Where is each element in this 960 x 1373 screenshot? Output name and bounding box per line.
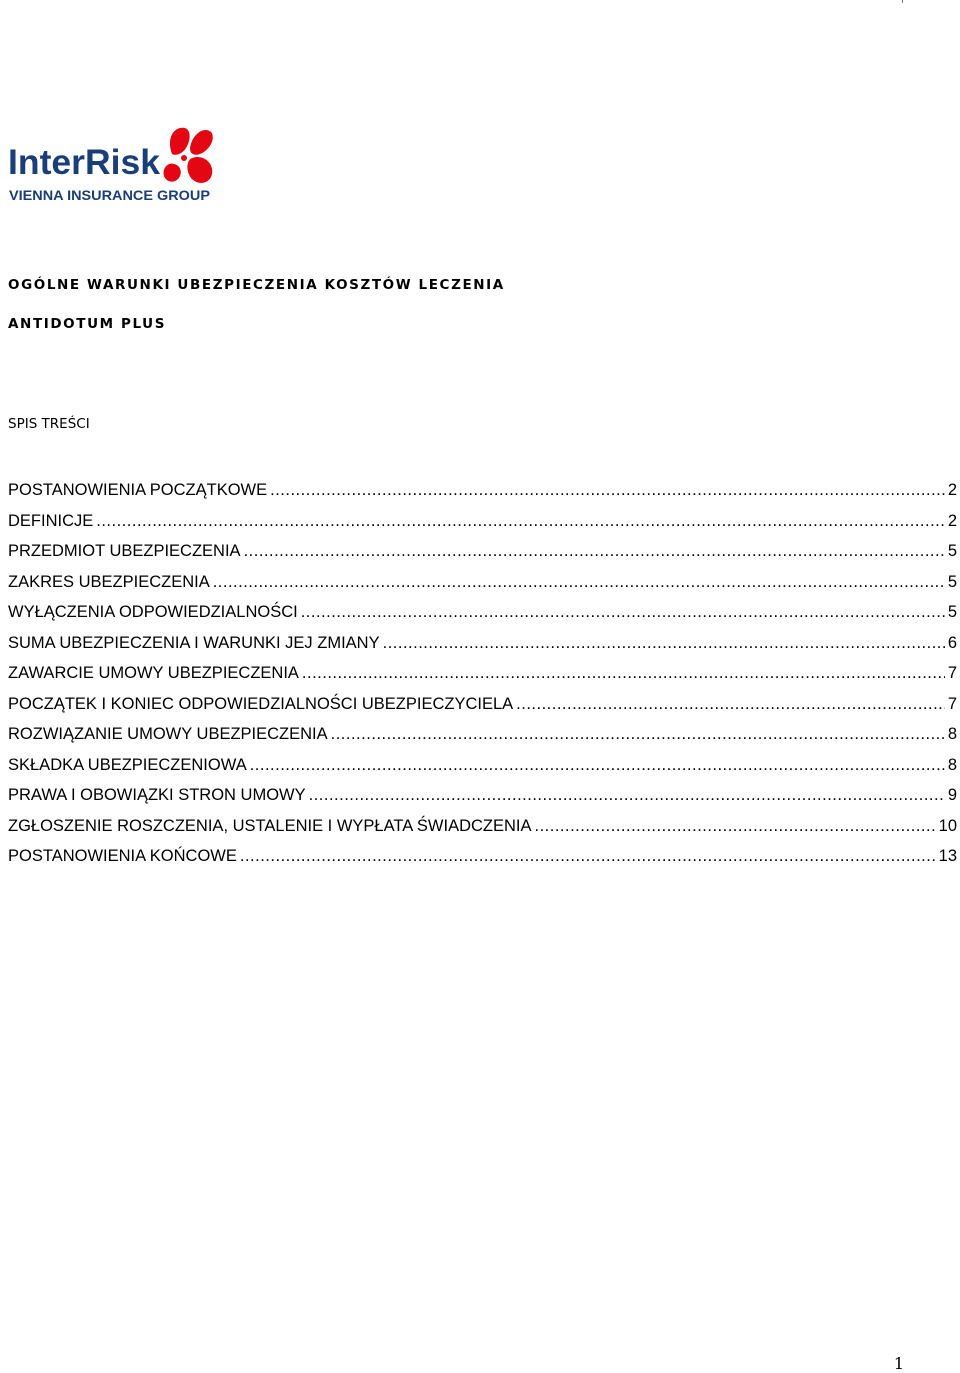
toc-entry-label: SKŁADKA UBEZPIECZENIOWA (8, 755, 247, 774)
toc-entry-page: 8 (947, 755, 957, 774)
toc-entry[interactable] (8, 662, 957, 693)
toc-entry-label: POSTANOWIENIA KOŃCOWE (8, 847, 237, 865)
toc-dot-leader (516, 693, 945, 715)
toc-entry-page: 5 (947, 603, 957, 621)
toc-dot-leader (309, 784, 945, 806)
toc-dot-leader (331, 723, 945, 745)
document-title: OGÓLNE WARUNKI UBEZPIECZENIA KOSZTÓW LECZENIA (8, 277, 505, 293)
toc-entry-page: 6 (947, 633, 957, 652)
toc-entry[interactable] (8, 601, 957, 632)
toc-entry-label: SUMA UBEZPIECZENIA I WARUNKI JEJ ZMIANY (8, 633, 380, 652)
toc-entry-label: ZAKRES UBEZPIECZENIA (8, 572, 210, 591)
toc-entry-page: 7 (947, 694, 957, 713)
toc-dot-leader (213, 571, 945, 593)
toc-entry-page: 2 (947, 511, 957, 530)
toc-entry-page: 7 (947, 664, 957, 682)
logo-brand-text: InterRisk (8, 143, 161, 182)
toc-entry-page: 5 (947, 542, 957, 560)
toc-entry-label: ZAWARCIE UMOWY UBEZPIECZENIA (8, 664, 299, 682)
toc-entry-page: 2 (947, 481, 957, 499)
toc-dot-leader (535, 815, 936, 837)
toc-dot-leader (301, 601, 945, 623)
toc-entry-label: PRZEDMIOT UBEZPIECZENIA (8, 542, 241, 560)
toc-entry[interactable] (8, 510, 957, 541)
toc-entry-page: 10 (938, 816, 957, 835)
toc-entry-label: WYŁĄCZENIA ODPOWIEDZIALNOŚCI (8, 603, 298, 621)
toc-entry-label: POCZĄTEK I KONIEC ODPOWIEDZIALNOŚCI UBEZPIECZYCIELA (8, 694, 514, 713)
toc-entry-label: ZGŁOSZENIE ROSZCZENIA, USTALENIE I WYPŁATA ŚWIADCZENIA (8, 816, 532, 835)
toc-entry-page: 8 (947, 725, 957, 743)
toc-entry[interactable] (8, 693, 957, 724)
toc-entry[interactable] (8, 479, 957, 510)
toc-dot-leader (270, 479, 945, 501)
toc-dot-leader (244, 540, 945, 562)
toc-dot-leader (96, 510, 945, 532)
toc-entry-label: PRAWA I OBOWIĄZKI STRON UMOWY (8, 786, 306, 804)
toc-entry-label: POSTANOWIENIA POCZĄTKOWE (8, 481, 268, 499)
toc-entry[interactable] (8, 845, 957, 876)
toc-entry[interactable] (8, 571, 957, 602)
toc-entry[interactable] (8, 723, 957, 754)
toc-dot-leader (302, 662, 945, 684)
toc-entry-page: 9 (947, 786, 957, 804)
toc-entry[interactable] (8, 815, 957, 846)
page-number: 1 (893, 1354, 904, 1373)
table-of-contents (8, 479, 957, 876)
toc-dot-leader (240, 845, 936, 867)
interrisk-logo (8, 124, 214, 206)
logo-group-text: VIENNA INSURANCE GROUP (9, 187, 210, 203)
toc-dot-leader (250, 754, 945, 776)
document-subtitle: ANTIDOTUM PLUS (8, 316, 167, 332)
toc-entry[interactable] (8, 540, 957, 571)
toc-entry-page: 5 (947, 572, 957, 591)
toc-entry[interactable] (8, 784, 957, 815)
toc-entry[interactable] (8, 754, 957, 785)
toc-entry-label: ROZWIĄZANIE UMOWY UBEZPIECZENIA (8, 725, 328, 743)
toc-entry-label: DEFINICJE (8, 511, 94, 530)
toc-heading: SPIS TREŚCI (8, 416, 90, 432)
butterfly-icon (164, 128, 213, 183)
toc-entry[interactable] (8, 632, 957, 663)
toc-entry-page: 13 (938, 847, 957, 865)
toc-dot-leader (383, 632, 945, 654)
page-corner-mark (902, 0, 903, 3)
